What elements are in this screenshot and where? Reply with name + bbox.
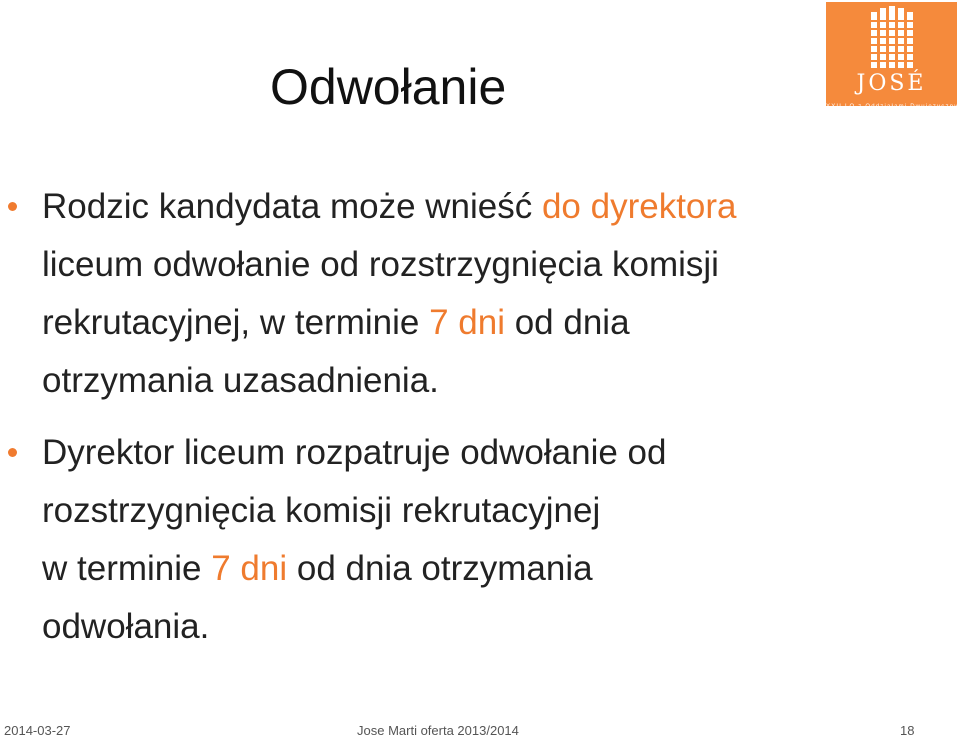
- slide-title: Odwołanie: [270, 59, 507, 115]
- footer-date: 2014-03-27: [4, 723, 71, 738]
- text-run: rekrutacyjnej, w terminie: [42, 303, 430, 342]
- highlighted-text: 7 dni: [429, 303, 505, 342]
- text-run: Rodzic kandydata może wnieść: [42, 187, 542, 226]
- bullet-dot-icon: [8, 202, 17, 211]
- text-run: od dnia: [504, 303, 630, 342]
- logo-subtitle-line1: XXII LO z Oddziałami Dwujęzycznymi: [826, 104, 967, 110]
- logo-subtitle-line2: im. José Martí w Warszawie: [838, 112, 945, 118]
- highlighted-text: 7 dni: [211, 549, 288, 588]
- bullet-line: [42, 352, 862, 410]
- bullet-item: [0, 178, 862, 410]
- bullet-list: [0, 178, 959, 656]
- bullet-line: [42, 482, 862, 540]
- text-run: Dyrektor liceum rozpatruje odwołanie od: [42, 433, 667, 472]
- page-number: 18: [900, 723, 915, 738]
- footer-title: Jose Marti oferta 2013/2014: [357, 723, 519, 738]
- bullet-line: [42, 294, 862, 352]
- bullet-line: [42, 236, 862, 294]
- text-run: rozstrzygnięcia komisji rekrutacyjnej: [42, 491, 601, 530]
- bullet-line: [42, 424, 862, 482]
- bullet-line: [42, 598, 862, 656]
- highlighted-text: do dyrektora: [541, 187, 737, 226]
- building-columns-icon: [826, 2, 957, 72]
- text-run: otrzymania uzasadnienia.: [42, 361, 439, 400]
- bullet-line: [42, 540, 862, 598]
- bullet-item: [0, 424, 862, 656]
- bullet-dot-icon: [8, 448, 17, 457]
- logo-wordmark: JOSÉ: [856, 71, 927, 96]
- text-run: w terminie: [42, 549, 212, 588]
- text-run: liceum odwołanie od rozstrzygnięcia komisji: [42, 245, 719, 284]
- text-run: od dnia otrzymania: [287, 549, 593, 588]
- text-run: odwołania.: [42, 607, 210, 646]
- bullet-line: [42, 178, 862, 236]
- school-logo: [826, 2, 967, 118]
